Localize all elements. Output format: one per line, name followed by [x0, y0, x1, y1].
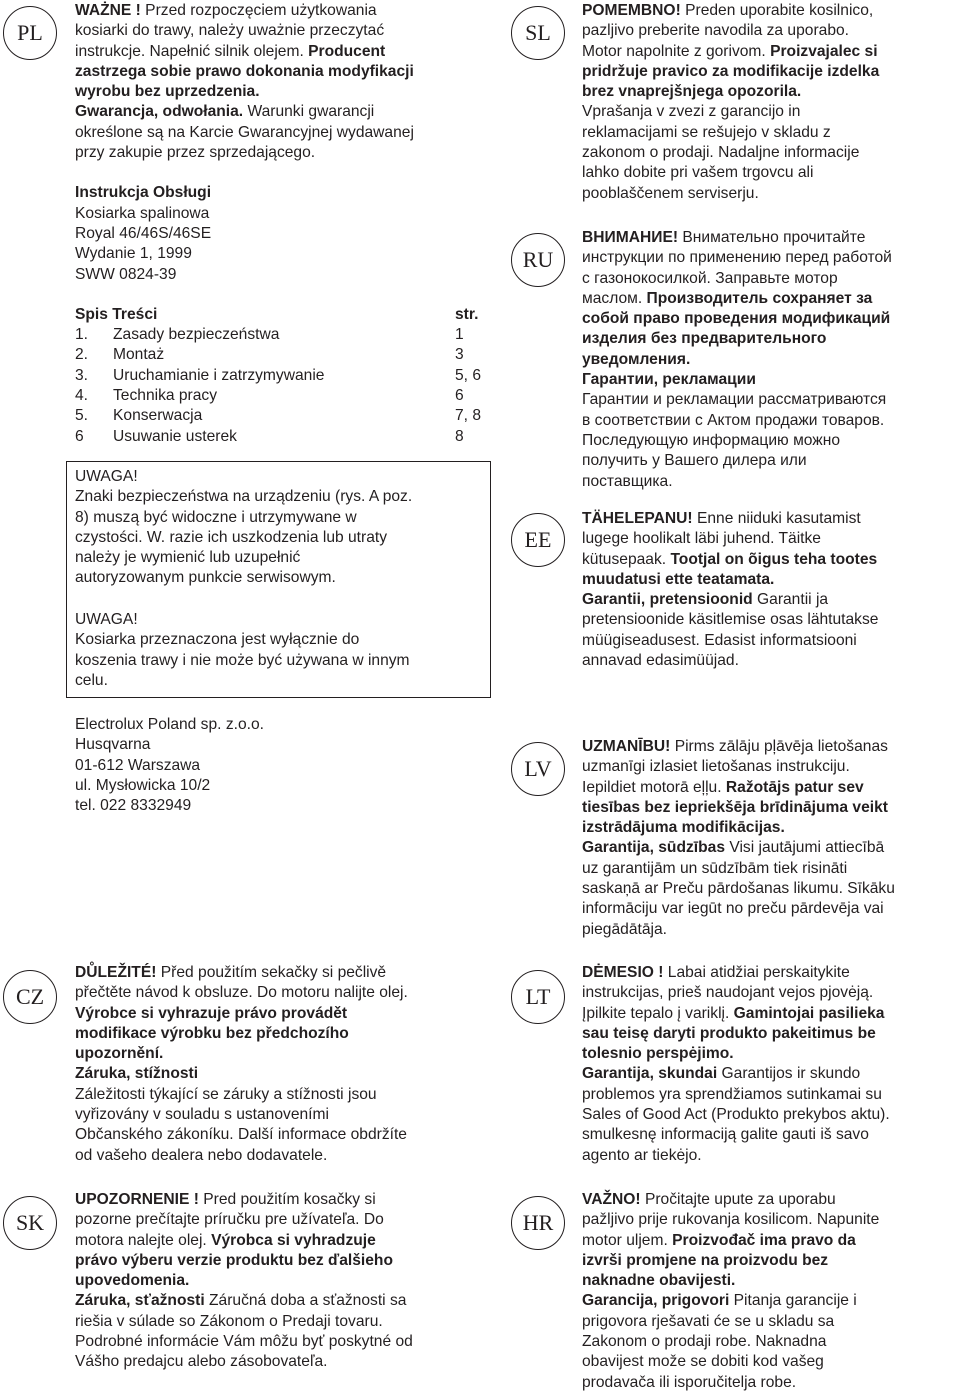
text-line [75, 610, 410, 630]
text-line [75, 735, 264, 755]
text-line [582, 1, 879, 21]
bold-text: muudatusi ette teatamata. [582, 570, 775, 588]
text-line [582, 1085, 890, 1105]
text: Záručná doba a sťažnosti sa [204, 1292, 407, 1310]
text-line [75, 224, 495, 244]
text: Vprašanja v zvezi z garancijo in [582, 103, 801, 121]
bold-text: WAŻNE ! [75, 2, 141, 19]
badge-pl: PL [3, 6, 57, 60]
text-line [582, 1271, 879, 1291]
pl-toc-rows [75, 325, 481, 447]
text: Kosiarka przeznaczona jest wyłącznie do [75, 631, 360, 649]
text-line [582, 737, 895, 757]
bold-text: TÄHELEPANU! [582, 510, 693, 527]
text: Preden uporabite kosilnico, [680, 2, 874, 19]
text: agento ar tiekėjo. [582, 1146, 702, 1164]
text-line [582, 329, 892, 349]
text-line [582, 42, 879, 62]
cz-section [75, 963, 408, 1166]
text: instrukcijas, prieš naudojant vejos pjovėją. [582, 984, 874, 1002]
text: koszenia trawy i nie może być używana w innym [75, 651, 410, 669]
text: получить у Вашего дилера или [582, 452, 807, 470]
text: przy zakupie przez sprzedającego. [75, 144, 316, 162]
text: Electrolux Poland sp. z.o.o. [75, 716, 264, 733]
text: 8) muszą być widoczne i utrzymywane w [75, 508, 357, 526]
bold-text: izstrādājuma modifikācijas. [582, 819, 785, 837]
text-line [582, 309, 892, 329]
text: инструкции по применению перед работой [582, 249, 892, 267]
text: motora nalejte olej. [75, 1231, 212, 1249]
bold-text: Гарантии, рекламации [582, 371, 756, 389]
text: pooblaščenem serviserju. [582, 184, 759, 202]
text: instrukcje. Napełnić silnik olejem. [75, 42, 309, 60]
toc-page: 8 [455, 427, 464, 445]
text-line [75, 528, 412, 548]
text-line [75, 487, 412, 507]
text-line [75, 204, 495, 224]
text: saskaņā ar Preču pārdošanas likumu. Sīkāku [582, 880, 895, 898]
text-line [75, 82, 495, 102]
bold-text: Výrobca si vyhradzuje [211, 1231, 376, 1249]
text: Pročitajte upute za uporabu [640, 1191, 836, 1208]
bold-text: modifikace výrobku bez předchozího [75, 1024, 349, 1042]
text: prodavača ili isporučitelja robe. [582, 1373, 797, 1391]
text: annavad edasimüüjad. [582, 652, 739, 670]
bold-text: pridržuje pravico za modifikacije izdelka [582, 62, 880, 80]
text-line [582, 550, 878, 570]
hr-section [582, 1190, 879, 1393]
toc-row [75, 406, 481, 426]
toc-page: 7, 8 [455, 407, 482, 425]
text-line [582, 529, 878, 549]
text: UWAGA! [75, 611, 138, 628]
text-line [582, 163, 879, 183]
toc-number: 6 [75, 427, 84, 445]
text-line [582, 62, 879, 82]
bold-text: ВНИМАНИЕ! [582, 229, 679, 246]
bold-text: brez vnaprejšnjega opozorila. [582, 83, 802, 101]
text: SWW 0824-39 [75, 265, 177, 283]
text: ul. Mysłowicka 10/2 [75, 776, 211, 794]
text: Enne niiduki kasutamist [692, 510, 861, 527]
badge-sk: SK [3, 1196, 57, 1250]
text-line [75, 143, 495, 163]
text: autoryzowanym punkcie serwisowym. [75, 569, 336, 587]
text-line [582, 1105, 890, 1125]
toc-title: Technika pracy [113, 387, 218, 405]
text: přečtěte návod k obsluze. Do motoru nalijte olej. [75, 984, 408, 1002]
text-line [582, 963, 890, 983]
toc-page: 5, 6 [455, 366, 482, 384]
pl-manual-info [75, 183, 495, 284]
text-line [75, 1231, 413, 1251]
text-line [75, 776, 264, 796]
text-line [75, 1064, 408, 1084]
bold-text: tolesnio perspėjimo. [582, 1045, 734, 1063]
bold-text: Tootjal on õigus teha tootes [670, 550, 878, 568]
text-line [582, 143, 879, 163]
text: Pred použitím kosačky si [198, 1191, 376, 1208]
text: Последующую информацию можно [582, 431, 841, 449]
text-line [75, 1190, 413, 1210]
text: celu. [75, 671, 108, 689]
toc-row [75, 325, 481, 345]
text: uz garantijām un sūdzībām tiek risināti [582, 859, 848, 877]
badge-ee: EE [511, 513, 565, 567]
text: Внимательно прочитайте [678, 229, 866, 246]
bold-text: Proizvajalec si [770, 42, 878, 60]
text-line [582, 859, 895, 879]
text-line [582, 818, 895, 838]
text: Podrobné informácie Vám môžu byť poskytné od [75, 1333, 413, 1351]
text-line [75, 651, 410, 671]
bold-text: UPOZORNENIE ! [75, 1191, 199, 1208]
toc-page: 6 [455, 387, 464, 405]
text: Przed rozpoczęciem użytkowania [140, 2, 377, 19]
toc-row [75, 386, 481, 406]
text: müügiseadusest. Edasist informatsiooni [582, 631, 857, 649]
bold-text: Záruka, stížnosti [75, 1065, 199, 1083]
text-line [582, 570, 878, 590]
text: Znaki bezpieczeństwa na urządzeniu (rys. A poz. [75, 488, 413, 506]
pl-table-of-contents [75, 305, 481, 447]
toc-number: 5. [75, 407, 89, 425]
text: piegādātāja. [582, 920, 667, 938]
text-line [75, 508, 412, 528]
text: obavijest može se dobiti kod vašeg [582, 1353, 824, 1371]
bold-text: naknadne obavijesti. [582, 1272, 736, 1290]
text-line [75, 102, 495, 122]
badge-cz: CZ [3, 970, 57, 1024]
bold-text: POMEMBNO! [582, 2, 681, 19]
text: Před použitím sekačky si pečlivě [156, 964, 387, 981]
text-line [582, 102, 879, 122]
text-line [582, 651, 878, 671]
text: Labai atidžiai perskaitykite [663, 964, 850, 981]
ee-section [582, 509, 878, 671]
text-line [582, 1291, 879, 1311]
text: kosiarki do trawy, należy uważnie przeczytać [75, 22, 385, 40]
bold-text: уведомления. [582, 350, 691, 368]
text: pazljivo preberite navodila za uporabo. [582, 22, 849, 40]
bold-text: DĖMESIO ! [582, 964, 664, 981]
text-line [582, 82, 879, 102]
text: Záležitosti týkající se záruky a stížnosti jsou [75, 1085, 377, 1103]
text-line [75, 1251, 413, 1271]
text: Zakonom o prodaji robe. Naknadna [582, 1333, 827, 1351]
bold-text: wyrobu bez uprzedzenia. [75, 83, 260, 101]
text-line [75, 715, 264, 735]
text-line [75, 467, 412, 487]
text: Motor napolnite z gorivom. [582, 42, 771, 60]
text-line [582, 838, 895, 858]
bold-text: Záruka, sťažnosti [75, 1292, 205, 1310]
text-line [582, 370, 892, 390]
text-line [582, 390, 892, 410]
text-line [582, 472, 892, 492]
pl-warning-1 [75, 467, 412, 589]
text: 01-612 Warszawa [75, 756, 201, 774]
text-line [582, 631, 878, 651]
text-line [75, 1291, 413, 1311]
text-line [582, 509, 878, 529]
text-line [75, 1352, 413, 1372]
toc-title: Konserwacja [113, 407, 203, 425]
badge-sl: SL [511, 6, 565, 60]
text: Pitanja garancije i [729, 1292, 857, 1310]
text-line [582, 1004, 890, 1024]
text-line [582, 350, 892, 370]
text: Vášho predajcu alebo zásobovateľa. [75, 1353, 328, 1371]
pl-toc-title: Spis Treści [75, 305, 158, 323]
text: Royal 46/46S/46SE [75, 224, 212, 242]
text: поставщика. [582, 472, 673, 490]
text-line [75, 1004, 408, 1024]
text-line [75, 1332, 413, 1352]
text-line [582, 123, 879, 143]
text-line [75, 1271, 413, 1291]
text-line [582, 1064, 890, 1084]
bold-text: Výrobce si vyhrazuje právo provádět [75, 1004, 348, 1022]
text-line [582, 1373, 879, 1393]
text: Гарантии и рекламации рассматриваются [582, 391, 887, 409]
text-line [75, 963, 408, 983]
toc-page: 1 [455, 326, 464, 344]
text: informāciju var iegūt no preču pārdevēja vai [582, 900, 884, 918]
text: Iepildiet motorā eļļu. [582, 778, 726, 796]
text-line [75, 265, 495, 285]
text: lahko dobite pri vašem trgovcu ali [582, 164, 814, 182]
text-line [582, 289, 892, 309]
toc-row [75, 366, 481, 386]
text-line [582, 1231, 879, 1251]
text-line [582, 1024, 890, 1044]
text-line [582, 1352, 879, 1372]
bold-text: Producent [308, 42, 386, 60]
toc-page: 3 [455, 346, 464, 364]
text-line [75, 1, 495, 21]
text-line [582, 778, 895, 798]
sl-section [582, 1, 879, 204]
badge-lv: LV [511, 742, 565, 796]
text-line [582, 228, 892, 248]
text-line [582, 1332, 879, 1352]
toc-number: 2. [75, 346, 89, 364]
bold-text: Garancija, prigovori [582, 1292, 730, 1310]
text-line [582, 983, 890, 1003]
text: Visi jautājumi attiecībā [725, 839, 885, 857]
toc-title: Uruchamianie i zatrzymywanie [113, 366, 325, 384]
toc-title: Zasady bezpieczeństwa [113, 326, 280, 344]
text-line [75, 630, 410, 650]
text-line [75, 1024, 408, 1044]
bold-text: Ražotājs patur sev [725, 778, 864, 796]
badge-hr: HR [511, 1196, 565, 1250]
text-line [582, 184, 879, 204]
toc-number: 4. [75, 387, 89, 405]
text-line [75, 1312, 413, 1332]
text: Wydanie 1, 1999 [75, 245, 192, 263]
lv-section [582, 737, 895, 940]
toc-row [75, 427, 481, 447]
text: określone są na Karcie Gwarancyjnej wydawanej [75, 123, 414, 141]
text-line [75, 1210, 413, 1230]
text: motor uljem. [582, 1231, 673, 1249]
text: pažljivo prije rukovanja kosilicom. Napunite [582, 1211, 880, 1229]
text-line [75, 756, 264, 776]
bold-text: Производитель сохраняет за [646, 289, 873, 307]
lt-section [582, 963, 890, 1166]
pl-section [75, 1, 495, 447]
text-line [75, 548, 412, 568]
text-line [582, 1125, 890, 1145]
bold-text: upovedomenia. [75, 1272, 190, 1290]
text-line [582, 1190, 879, 1210]
text: Garantijos ir skundo [717, 1065, 861, 1083]
bold-text: tiesības bez iepriekšēja brīdinājuma veikt [582, 798, 888, 816]
text-line [75, 1125, 408, 1145]
text-line [582, 879, 895, 899]
text: Kosiarka spalinowa [75, 204, 210, 222]
bold-text: izvrši promjene na proizvodu bez [582, 1251, 829, 1269]
bold-text: VAŽNO! [582, 1191, 641, 1208]
text: problemos yra sprendžiamos sutinkamai su [582, 1085, 882, 1103]
text-line [582, 1312, 879, 1332]
text-line [582, 411, 892, 431]
bold-text: UZMANĪBU! [582, 738, 671, 755]
toc-title: Usuwanie usterek [113, 427, 237, 445]
text-line [582, 269, 892, 289]
text-line [75, 1044, 408, 1064]
sk-section [75, 1190, 413, 1373]
pl-address [75, 715, 264, 816]
badge-lt: LT [511, 970, 565, 1024]
text-line [582, 451, 892, 471]
text: czystości. W. razie ich uszkodzenia lub utraty [75, 528, 387, 546]
toc-row [75, 345, 481, 365]
bold-text: Garantii, pretensioonid [582, 591, 753, 609]
text-line [75, 62, 495, 82]
text: kütusepaak. [582, 550, 671, 568]
text: Pirms zālāju pļāvēja lietošanas [670, 738, 888, 755]
text-line [75, 183, 495, 203]
text-line [75, 42, 495, 62]
bold-text: Gwarancja, odwołania. [75, 103, 244, 121]
toc-number: 3. [75, 366, 89, 384]
text: reklamacijami se rešujejo v skladu z [582, 123, 831, 141]
bold-text: Gamintojai pasilieka [733, 1004, 885, 1022]
text-line [75, 983, 408, 1003]
text: с газонокосилкой. Заправьте мотор [582, 269, 838, 287]
text-line [582, 757, 895, 777]
text-line [582, 1146, 890, 1166]
bold-text: upozornění. [75, 1045, 164, 1063]
text-line [75, 21, 495, 41]
text: Sales of Good Act (Produkto prekybos aktu). [582, 1106, 890, 1124]
text-line [75, 123, 495, 143]
text-line [582, 248, 892, 268]
text: pozorne prečítajte príručku pre užívateľa. Do [75, 1211, 384, 1229]
bold-text: právo výberu verzie produktu bez ďalšieho [75, 1251, 393, 1269]
text-line [75, 244, 495, 264]
bold-text: Proizvođač ima pravo da [672, 1231, 856, 1249]
bold-text: sau teisę daryti produkto pakeitimus be [582, 1024, 876, 1042]
text: tel. 022 8332949 [75, 797, 192, 815]
text: UWAGA! [75, 468, 138, 485]
text: Warunki gwarancji [243, 103, 375, 121]
bold-text: собой право проведения модификаций [582, 310, 891, 328]
text: od vašeho dealera nebo dodavatele. [75, 1146, 328, 1164]
text-line [75, 1105, 408, 1125]
text-line [582, 899, 895, 919]
bold-text: Garantija, sūdzības [582, 839, 725, 857]
text: prigovora rješavati će se u skladu sa [582, 1312, 835, 1330]
text: vyřizovány v souladu s ustanoveními [75, 1106, 329, 1124]
toc-title: Montaż [113, 346, 165, 364]
text-line [582, 610, 878, 630]
text-line [582, 431, 892, 451]
text-line [75, 568, 412, 588]
text-line [582, 1210, 879, 1230]
text-line [582, 798, 895, 818]
text-line [582, 920, 895, 940]
badge-ru: RU [511, 233, 565, 287]
text-line [75, 796, 264, 816]
pl-intro [75, 1, 495, 163]
bold-text: zastrzega sobie prawo dokonania modyfikacji [75, 62, 414, 80]
bold-text: DŮLEŽITÉ! [75, 964, 157, 981]
text: маслом. [582, 289, 647, 307]
text-line [582, 21, 879, 41]
text: в соответствии с Актом продажи товаров. [582, 411, 885, 429]
pl-toc-page-label: str. [455, 305, 479, 323]
text: Įpilkite tepalo į variklį. [582, 1004, 734, 1022]
ru-section [582, 228, 892, 492]
text: Občanského zákoníku. Další informace obdržíte [75, 1126, 407, 1144]
text: riešia v súlade so Zákonom o Predaji tovaru. [75, 1312, 383, 1330]
text: zakonom o prodaji. Nadaljne informacije [582, 144, 860, 162]
text: należy je wymienić lub uzupełnić [75, 549, 301, 567]
text: Garantii ja [752, 591, 829, 609]
text-line [582, 590, 878, 610]
text: uzmanīgi izlasiet lietošanas instrukciju. [582, 758, 850, 776]
bold-text: изделия без предварительного [582, 330, 827, 348]
text: pretensioonide käsitlemise osas lähtutakse [582, 611, 879, 629]
pl-warning-2 [75, 610, 410, 691]
bold-text: Garantija, skundai [582, 1065, 718, 1083]
bold-text: Instrukcja Obsługi [75, 184, 212, 202]
toc-number: 1. [75, 326, 89, 344]
text-line [75, 671, 410, 691]
text-line [75, 1085, 408, 1105]
text: lugege hoolikalt läbi juhend. Täitke [582, 530, 821, 548]
text-line [75, 1146, 408, 1166]
text: smulkesnę informaciją galite gauti iš savo [582, 1126, 869, 1144]
text: Husqvarna [75, 736, 151, 754]
text-line [582, 1044, 890, 1064]
text-line [582, 1251, 879, 1271]
